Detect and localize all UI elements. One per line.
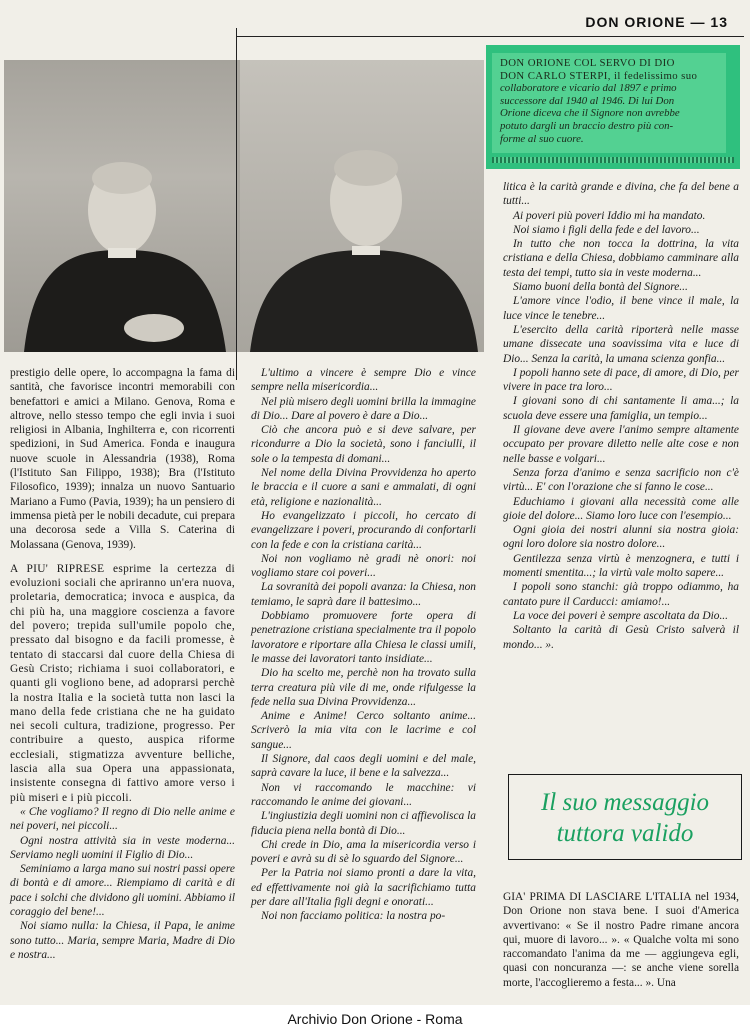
section-heading-line: tuttora valido bbox=[556, 820, 694, 847]
quote-paragraph: I popoli sono stanchi: già troppo odiammo, ha cantato pure il Carducci: amiamo!... bbox=[503, 581, 739, 608]
quote-paragraph: Chi crede in Dio, ama la misericordia verso i poveri e avrà su di sè lo sguardo del Signore... bbox=[251, 838, 476, 866]
quote-paragraph: I giovani sono di chi santamente li ama...; la scuola deve essere una famiglia, un tempio... bbox=[503, 395, 739, 422]
text-column-3 bbox=[503, 180, 739, 652]
caption-line: Orione diceva che il Signore non avrebbe bbox=[500, 107, 680, 120]
caption-line: forme al suo cuore. bbox=[500, 132, 584, 145]
caption-line: potuto dargli un braccio destro più con- bbox=[500, 119, 674, 132]
caption-line: successore dal 1940 al 1946. Di lui Don bbox=[500, 94, 675, 107]
quote-paragraph: L'amore vince l'odio, il bene vince il male, la luce vince le tenebre... bbox=[503, 295, 739, 322]
quote-paragraph: Non vi raccomando le macchine: vi raccomando le anime dei giovani... bbox=[251, 781, 476, 808]
quote-paragraph: Anime e Anime! Cerco soltanto anime... Scriverò la mia vita con le lacrime e col sangue... bbox=[251, 710, 476, 751]
quote-paragraph: Il Signore, dal caos degli uomini e del male, saprà cavare la luce, il bene e la salvezza... bbox=[251, 753, 476, 780]
vertical-rule bbox=[236, 28, 237, 380]
quote-paragraph: Nel nome della Divina Provvidenza ho aperto le braccia e il cuore a sani e ammalati, di ogni età, religione e nazionalità... bbox=[251, 467, 476, 508]
paragraph: prestigio delle opere, lo accompagna la fama di santità, che favorisce incontri memorabili con benefattori e amici a Milano. Genova, Roma e altrove, nello stesso tempo che egli invia i suoi religiosi in Albania, Inghilterra e, con ricorrenti spedizioni, in Sud America. Fonda e inaugura nuove scuole in Alessandria (1938), Roma (l'Istituto San Filippo, 1938); Bra (l'Istituto Filosofico, 1939); innalza un nuovo Santuario Mariano a Fumo (Pavia, 1939); ha un pensiero di immensa pietà per le nobili decadute, cui prepara una decorosa sede a Villa S. Caterina di Molassana (Genova, 1939). bbox=[10, 367, 235, 551]
quote-paragraph: Noi non vogliamo nè gradi nè onori: noi vogliamo stare coi poveri... bbox=[251, 552, 476, 580]
caption-line: DON ORIONE COL SERVO DI DIO bbox=[500, 57, 675, 69]
quote-paragraph: Il giovane deve avere l'animo sempre altamente occupato per provare diletto nelle alte cose e non nelle basse e volgari... bbox=[503, 424, 739, 465]
quote-paragraph: Dio ha scelto me, perchè non ha trovato sulla terra creatura più vile di me, onde rifulgesse la fede nella sua Divina Provvidenza... bbox=[251, 667, 476, 708]
quote-paragraph: Educhiamo i giovani alla necessità come alle gioie del dolore... Siamo loro luce con l'esempio... bbox=[503, 495, 739, 522]
paragraph: A PIU' RIPRESE esprime la certezza di evoluzioni sociali che apriranno un'era nuova, proletaria, democratica; invoca e auspica, da chi più ha, una maggiore coscienza a favore del povero; trepida sull'umile popolo che, pressato dal bisogno e da facili promesse, è tentato di staccarsi dal cuore della Chiesa di Gesù Cristo; richiama i suoi collaboratori, e quanti gli vogliono bene, ad adoprarsi perchè la nostra Italia e la società tutta non lasci la mano della fede cristiana che ne ha guidato nei secoli cultura, tradizione, progresso. Per contribuire a questo, auspica riforme ecclesiali, stigmatizza avventure belliche, lascia alla sua Opera una appassionata, insistente consegna di fattivo amore verso i più miseri e i più piccoli. bbox=[10, 562, 235, 804]
caption-perforation bbox=[492, 157, 734, 163]
section-heading bbox=[509, 787, 741, 849]
quote-paragraph: L'esercito della carità riporterà nelle masse umane dissecate una soavissima vita e luce di Dio... Senza la carità, la umana scienza gonfia... bbox=[503, 323, 739, 365]
quote-paragraph: Dobbiamo promuovere forte opera di penetrazione cristiana specialmente tra il popolo lavoratore e riportare alla Chiesa le classi umili, le masse dei lavoratori tanto insidiate... bbox=[251, 610, 476, 665]
quote-paragraph: La sovranità dei popoli avanza: la Chiesa, non temiamo, le saprà dare il battesimo... bbox=[251, 581, 476, 608]
quote-paragraph: Noi siamo i figli della fede e del lavoro... bbox=[513, 223, 700, 236]
quote-paragraph: Noi siamo nulla: la Chiesa, il Papa, le anime sono tutto... Maria, sempre Maria, Madre di Dio e nostra... bbox=[10, 920, 235, 961]
quote-paragraph: Ai poveri più poveri Iddio mi ha mandato. bbox=[513, 209, 706, 222]
quote-paragraph: La voce dei poveri è sempre ascoltata da Dio... bbox=[513, 609, 729, 622]
paragraph: GIA' PRIMA DI LASCIARE L'ITALIA nel 1934, Don Orione non stava bene. I suoi d'America avvertivano: « Se il nostro Padre rimane ancora qui, muore di lavoro... ». « Qualche volta mi sono raccomandato l'anima da me — aggiungeva egli, quasi con noncuranza —: se anche viene sorella morte, l'accoglieremo a festa... ». Una bbox=[503, 891, 739, 989]
quote-paragraph: Siamo buoni della bontà del Signore... bbox=[513, 281, 688, 294]
section-heading-box bbox=[508, 774, 742, 860]
quote-paragraph: Nel più misero degli uomini brilla la immagine di Dio... Dare al povero è dare a Dio... bbox=[251, 395, 476, 422]
photo-left-portrait bbox=[4, 60, 236, 352]
caption-line: collaboratore e vicario dal 1897 e primo bbox=[500, 82, 677, 95]
photo bbox=[4, 60, 484, 352]
photo-caption bbox=[492, 53, 726, 153]
text-column-1 bbox=[10, 366, 235, 962]
quote-paragraph: Ho evangelizzato i piccoli, ho cercato di evangelizzare i poveri, procurando di confortarli con la fede e con la cristiana carità... bbox=[251, 509, 476, 551]
header-rule bbox=[236, 36, 744, 37]
photo-right-portrait bbox=[240, 60, 484, 352]
text-column-4 bbox=[503, 890, 739, 990]
archive-footer: Archivio Don Orione - Roma bbox=[0, 1005, 750, 1033]
section-heading-line: Il suo messaggio bbox=[540, 789, 710, 816]
caption-line: DON CARLO STERPI, il fedelissimo suo bbox=[500, 69, 698, 82]
quote-paragraph: Noi non facciamo politica: la nostra po- bbox=[261, 910, 446, 923]
quote-paragraph: Seminiamo a larga mano sui nostri passi opere di bontà e di amore... Riempiamo di carità e di pace i solchi che dividono gli uomini. Abbiamo il coraggio del bene!... bbox=[10, 863, 235, 918]
quote-paragraph: Per la Patria noi siamo pronti a dare la vita, ed effettivamente noi già la sacrifichiamo tutta per dare all'Italia figli degni e onorati... bbox=[251, 867, 476, 908]
quote-paragraph: litica è la carità grande e divina, che fa del bene a tutti... bbox=[503, 181, 739, 208]
quote-paragraph: I popoli hanno sete di pace, di amore, di Dio, per vivere in pace tra loro... bbox=[503, 366, 739, 394]
quote-paragraph: L'ingiustizia degli uomini non ci affievolisca la fiducia piena nella bontà di Dio... bbox=[251, 810, 476, 837]
quote-paragraph: Ogni gioia dei nostri alunni sia nostra gioia: ogni loro dolore sia nostro dolore... bbox=[503, 524, 739, 551]
quote-paragraph: In tutto che non tocca la dottrina, la vita cristiana e della Chiesa, dobbiamo camminare alla testa dei tempi, tutto sia in veste moderna... bbox=[503, 238, 739, 279]
page-header: DON ORIONE — 13 bbox=[585, 14, 728, 30]
quote-paragraph: Soltanto la carità di Gesù Cristo salverà il mondo... ». bbox=[503, 624, 739, 651]
quote-paragraph: Senza forza d'animo e senza sacrificio non c'è virtù... E' con l'orazione che si fanno le cose... bbox=[503, 466, 739, 494]
text-column-2 bbox=[251, 366, 476, 924]
quote-paragraph: « Che vogliamo? Il regno di Dio nelle anime e nei poveri, nei piccoli... bbox=[10, 805, 235, 833]
quote-paragraph: L'ultimo a vincere è sempre Dio e vince sempre nella misericordia... bbox=[251, 367, 476, 394]
photo-caption-box bbox=[486, 45, 740, 169]
quote-paragraph: Gentilezza senza virtù è menzognera, e tutti i momenti smentita...; la virtù vale molto sapere... bbox=[503, 552, 739, 580]
quote-paragraph: Ciò che ancora può e si deve salvare, per ricondurre a Dio la società, sono i fanciulli, il sole o la tempesta di domani... bbox=[251, 424, 476, 465]
quote-paragraph: Ogni nostra attività sia in veste moderna... Serviamo negli uomini il Figlio di Dio... bbox=[10, 834, 235, 861]
